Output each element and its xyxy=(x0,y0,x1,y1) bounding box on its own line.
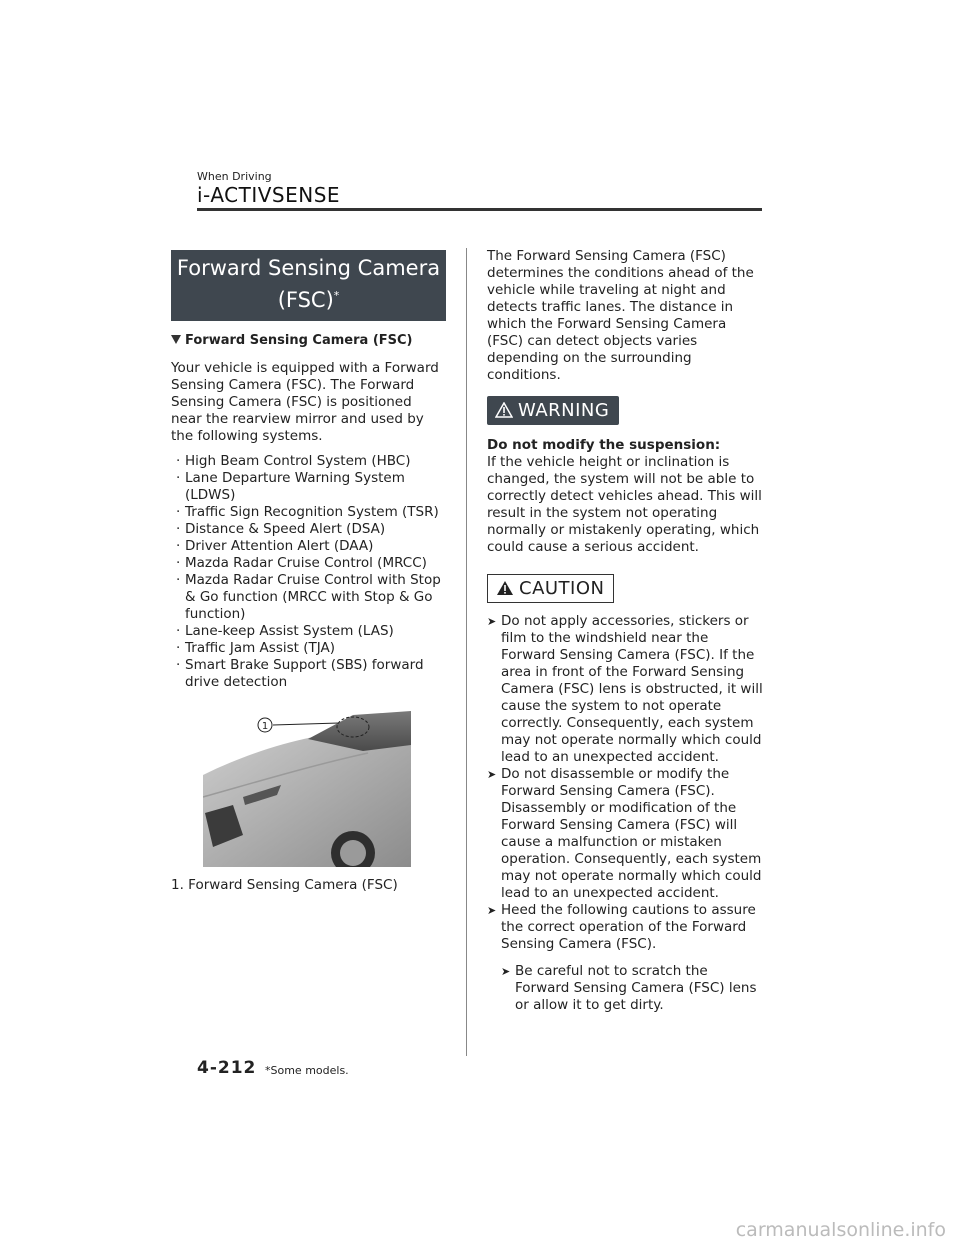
section-title xyxy=(171,250,446,321)
warning-label: WARNING xyxy=(518,400,610,421)
list-item: · Traffic Sign Recognition System (TSR) xyxy=(185,504,446,521)
title-line2: (FSC) xyxy=(277,288,334,312)
list-item: · High Beam Control System (HBC) xyxy=(185,453,446,470)
list-item: · Lane-keep Assist System (LAS) xyxy=(185,623,446,640)
warning-text: If the vehicle height or inclination is changed, the system will not be able to correctly detect vehicles ahead. This will result in the system not operating normally or mistakenly operating, which could cause a serious accident. xyxy=(487,454,762,555)
caution-badge xyxy=(487,574,614,603)
caution-label: CAUTION xyxy=(519,578,605,599)
list-item: · Mazda Radar Cruise Control with Stop & Go function (MRCC with Stop & Go function) xyxy=(185,572,446,623)
callout-number: 1 xyxy=(261,721,269,732)
column-divider xyxy=(466,248,467,1056)
figure-caption: 1. Forward Sensing Camera (FSC) xyxy=(171,877,398,893)
list-item: · Driver Attention Alert (DAA) xyxy=(185,538,446,555)
warning-heading: Do not modify the suspension: xyxy=(487,437,721,453)
list-item: · Lane Departure Warning System (LDWS) xyxy=(185,470,446,504)
header-chapter: i-ACTIVSENSE xyxy=(197,183,341,207)
car-image-icon xyxy=(203,705,411,867)
subheading-text: Forward Sensing Camera (FSC) xyxy=(185,333,413,348)
intro-paragraph: Your vehicle is equipped with a Forward Sensing Camera (FSC). The Forward Sensing Camera (FSC) is positioned near the rearview mirror and used by the following systems. xyxy=(171,360,439,444)
caution-sublist xyxy=(501,963,765,1014)
car-illustration xyxy=(203,705,411,867)
list-item: ➤ Do not disassemble or modify the Forward Sensing Camera (FSC). Disassembly or modification of the Forward Sensing Camera (FSC) will cause a malfunction or mistaken operation. Consequently, each system may not operate normally which could lead to an unexpected accident. xyxy=(501,766,765,902)
header-section: When Driving xyxy=(197,170,272,183)
list-item: · Smart Brake Support (SBS) forward drive detection xyxy=(185,657,446,691)
caution-triangle-icon xyxy=(496,580,514,596)
title-line1: Forward Sensing Camera xyxy=(176,256,441,280)
warning-triangle-icon xyxy=(495,402,513,418)
list-item: ➤ Be careful not to scratch the Forward Sensing Camera (FSC) lens or allow it to get dirty. xyxy=(515,963,765,1014)
caution-list xyxy=(487,613,765,953)
list-item: ➤ Heed the following cautions to assure the correct operation of the Forward Sensing Camera (FSC). xyxy=(501,902,765,953)
right-intro: The Forward Sensing Camera (FSC) determines the conditions ahead of the vehicle while traveling at night and detects traffic lanes. The distance in which the Forward Sensing Camera (FSC) can detect objects varies depending on the surrounding conditions. xyxy=(487,248,754,383)
subheading xyxy=(171,333,446,348)
systems-list xyxy=(171,453,446,691)
title-asterisk: * xyxy=(333,289,340,302)
title-line2-wrap xyxy=(175,282,442,314)
right-column xyxy=(487,248,765,1014)
list-item: · Distance & Speed Alert (DSA) xyxy=(185,521,446,538)
header-rule xyxy=(197,208,762,211)
list-item: · Mazda Radar Cruise Control (MRCC) xyxy=(185,555,446,572)
list-item: · Traffic Jam Assist (TJA) xyxy=(185,640,446,657)
list-item: ➤ Do not apply accessories, stickers or film to the windshield near the Forward Sensing Camera (FSC). If the area in front of the Forward Sensing Camera (FSC) lens is obstructed, it will cause the system to not operate correctly. Consequently, each system may not operate normally which could lead to an unexpected accident. xyxy=(501,613,765,766)
warning-badge xyxy=(487,396,619,425)
page-number: 4-212 xyxy=(197,1058,257,1078)
footnote: *Some models. xyxy=(265,1064,349,1077)
left-column xyxy=(171,250,446,894)
triangle-down-icon xyxy=(171,335,181,344)
watermark: carmanualsonline.info xyxy=(735,1219,946,1241)
